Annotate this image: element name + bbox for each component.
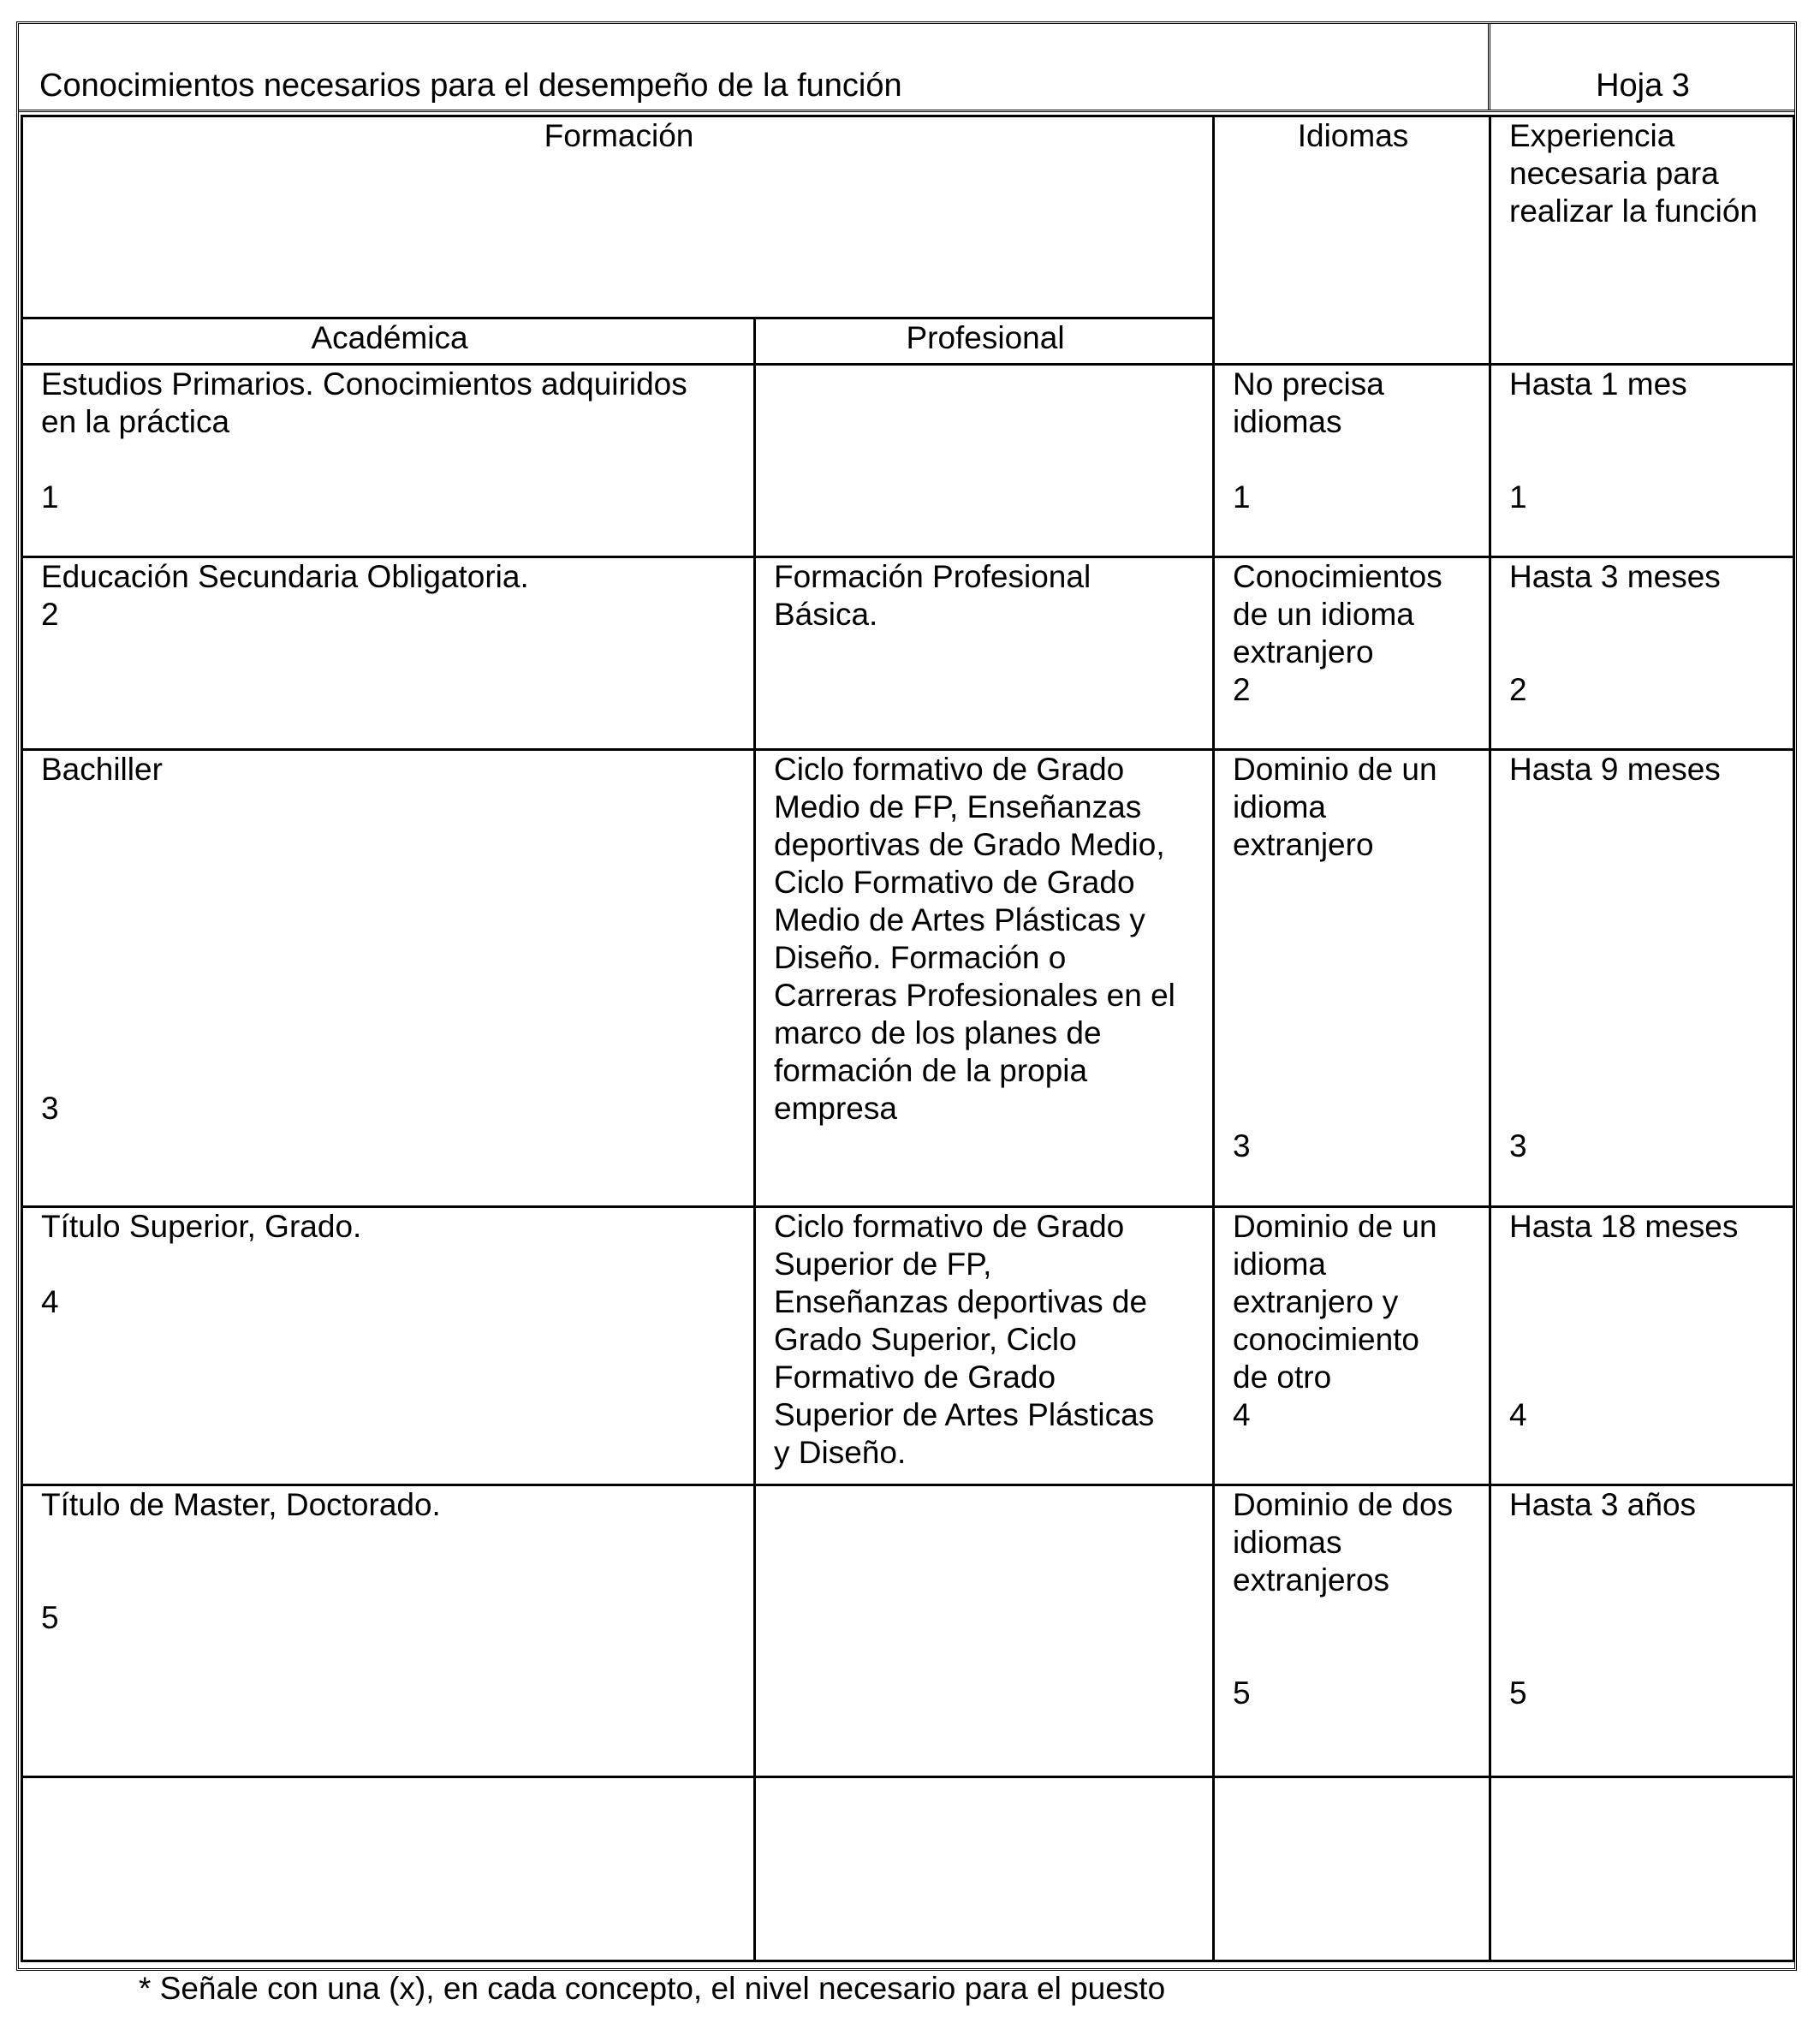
title-bar bbox=[19, 24, 1794, 112]
cell-experiencia: Hasta 3 meses 2 bbox=[1490, 557, 1794, 750]
sheet-number: Hoja 3 bbox=[1596, 68, 1690, 104]
table-row bbox=[22, 1777, 1794, 1961]
cell-idiomas bbox=[1214, 1777, 1490, 1961]
cell-profesional bbox=[755, 1777, 1214, 1961]
cell-profesional bbox=[755, 1485, 1214, 1777]
cell-academica: Título Superior, Grado. 4 bbox=[22, 1207, 755, 1485]
form-title: Conocimientos necesarios para el desempeño de la función bbox=[39, 68, 902, 104]
table-row bbox=[22, 365, 1794, 557]
cell-experiencia: Hasta 1 mes 1 bbox=[1490, 365, 1794, 557]
table-row bbox=[22, 1207, 1794, 1485]
cell-idiomas: Dominio de dos idiomas extranjeros 5 bbox=[1214, 1485, 1490, 1777]
cell-experiencia bbox=[1490, 1777, 1794, 1961]
cell-profesional: Ciclo formativo de Grado Medio de FP, Enseñanzas deportivas de Grado Medio, Ciclo Formativo de Grado Medio de Artes Plásticas y Diseño. Formación o Carreras Profesionales en el marco de los planes de formación de la propia empresa bbox=[755, 750, 1214, 1207]
cell-profesional: Ciclo formativo de Grado Superior de FP, Enseñanzas deportivas de Grado Superior, Ciclo Formativo de Grado Superior de Artes Plásticas y Diseño. bbox=[755, 1207, 1214, 1485]
cell-idiomas: Dominio de un idioma extranjero 3 bbox=[1214, 750, 1490, 1207]
cell-academica: Título de Master, Doctorado. 5 bbox=[22, 1485, 755, 1777]
cell-academica: Estudios Primarios. Conocimientos adquiridos en la práctica 1 bbox=[22, 365, 755, 557]
header-experiencia: Experiencia necesaria para realizar la función bbox=[1490, 116, 1794, 365]
table-row bbox=[22, 750, 1794, 1207]
knowledge-table bbox=[21, 115, 1795, 1962]
footnote: * Señale con una (x), en cada concepto, el nivel necesario para el puesto bbox=[139, 1971, 1166, 2006]
header-formacion: Formación bbox=[22, 116, 1214, 318]
cell-academica: Educación Secundaria Obligatoria. 2 bbox=[22, 557, 755, 750]
cell-idiomas: Dominio de un idioma extranjero y conocimiento de otro 4 bbox=[1214, 1207, 1490, 1485]
cell-experiencia: Hasta 9 meses 3 bbox=[1490, 750, 1794, 1207]
header-row-1 bbox=[22, 116, 1794, 318]
header-profesional: Profesional bbox=[755, 318, 1214, 365]
cell-profesional: Formación Profesional Básica. bbox=[755, 557, 1214, 750]
table-row bbox=[22, 557, 1794, 750]
cell-experiencia: Hasta 18 meses 4 bbox=[1490, 1207, 1794, 1485]
cell-experiencia: Hasta 3 años 5 bbox=[1490, 1485, 1794, 1777]
cell-idiomas: No precisa idiomas 1 bbox=[1214, 365, 1490, 557]
cell-idiomas: Conocimientos de un idioma extranjero 2 bbox=[1214, 557, 1490, 750]
cell-profesional bbox=[755, 365, 1214, 557]
cell-academica: Bachiller 3 bbox=[22, 750, 755, 1207]
table-row bbox=[22, 1485, 1794, 1777]
cell-academica bbox=[22, 1777, 755, 1961]
header-academica: Académica bbox=[22, 318, 755, 365]
header-idiomas: Idiomas bbox=[1214, 116, 1490, 365]
